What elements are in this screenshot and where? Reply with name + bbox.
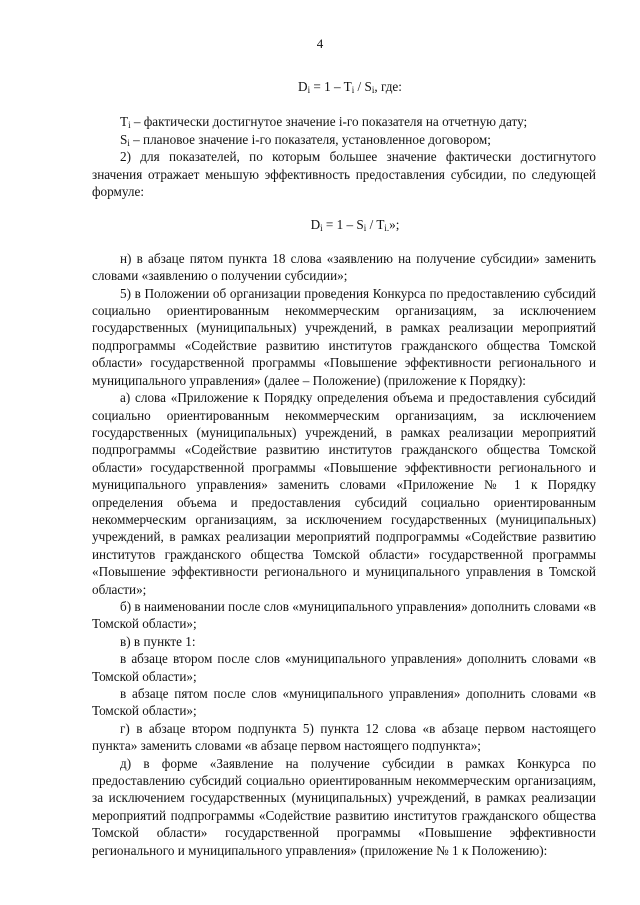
document-body [92, 78, 596, 859]
paragraph-n: н) в абзаце пятом пункта 18 слова «заявлению на получение субсидии» заменить словами «заявлению о получении субсидии»; [92, 250, 596, 284]
formula-efficiency-1: $D_i = 1 - T_i / S_i$, где: [298, 79, 402, 95]
paragraph-5: 5) в Положении об организации проведения Конкурса по предоставлению субсидий социально ориентированным некоммерческим организациям, за исключением государственных (муниципальных) учреждений, в рамках реализации мероприятий подпрограммы «Содействие развитию институтов гражданского общества Томской области» государственной программы «Повышение эффективности регионального и муниципального управления» (далее – Положение) (приложение к Порядку): [92, 285, 596, 388]
paragraph-v: в) в пункте 1: [120, 633, 196, 649]
definition-si: $S_i$ – плановое значение i-го показателя, установленное договором; [120, 131, 491, 148]
paragraph-item-2: 2) для показателей, по которым большее значение фактически достигнутого значения отражает меньшую эффективность предоставления субсидии, по следующей формуле: [92, 149, 596, 200]
paragraph-g: г) в абзаце втором подпункта 5) пункта 12 слова «в абзаце первом настоящего пункта» заменить словами «в абзаце первом настоящего подпункта»; [92, 720, 596, 754]
paragraph-a: а) слова «Приложение к Порядку определения объема и предоставления субсидий социально ориентированным некоммерческим организациям, за исключением государственных (муниципальных) учреждений, в рамках реализации мероприятий подпрограммы «Содействие развитию институтов гражданского общества Томской области» государственной программы «Повышение эффективности регионального и муниципального управления» заменить словами «Приложение № 1 к Порядку определения объема и предоставления субсидий социально ориентированным некоммерческим организациям, за исключением государственных (муниципальных) учреждений, в рамках реализации мероприятий подпрограммы «Содействие развитию институтов гражданского общества Томской области» государственной программы «Повышение эффективности регионального и муниципального управления в Томской области»; [92, 390, 596, 597]
paragraph-v-2: в абзаце пятом после слов «муниципального управления» дополнить словами «в Томской области»; [92, 686, 596, 719]
paragraph-b: б) в наименовании после слов «муниципального управления» дополнить словами «в Томской области»; [92, 598, 596, 632]
page-number: 4 [316, 36, 324, 51]
formula-efficiency-2: $D_i = 1 - S_i / T_{i.}$»; [310, 217, 400, 234]
definition-ti: $T_i$ – фактически достигнутое значение i-го показателя на отчетную дату; [120, 114, 528, 131]
paragraph-d: д) в форме «Заявление на получение субсидии в рамках Конкурса по предоставлению субсидий социально ориентированным некоммерческим организациям, за исключением государственных (муниципальных) учреждений, в рамках реализации мероприятий подпрограммы «Содействие развитию институтов гражданского общества Томской области» государственной программы «Повышение эффективности регионального и муниципального управления» (приложение № 1 к Положению): [92, 755, 596, 858]
paragraph-v-1: в абзаце втором после слов «муниципального управления» дополнить словами «в Томской области»; [92, 651, 596, 684]
